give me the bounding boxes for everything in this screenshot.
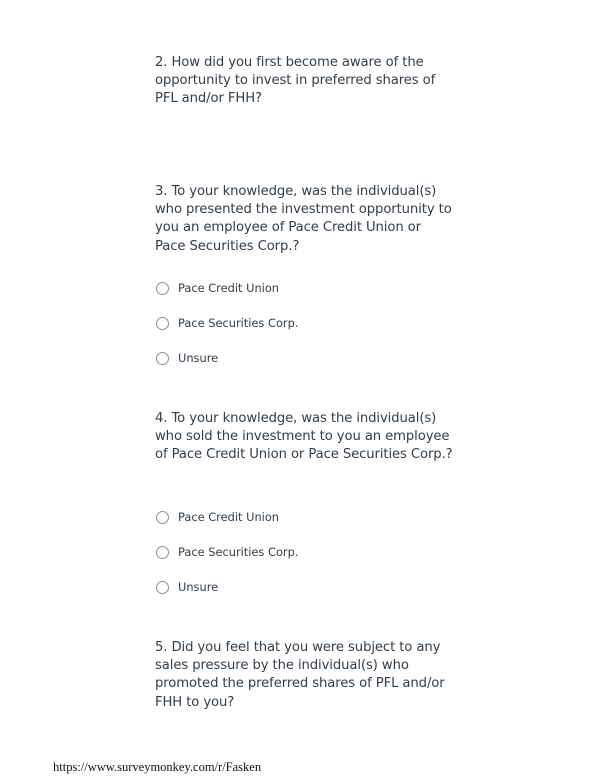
question-4-text: 4. To your knowledge, was the individual(s) who sold the investment to you an employee of Pace Credit Union or Pace Securities Corp.? — [155, 411, 453, 463]
footer-url: https://www.surveymonkey.com/r/Fasken — [53, 760, 262, 774]
radio-button-icon[interactable] — [156, 352, 169, 365]
option-label: Pace Securities Corp. — [178, 545, 299, 559]
option-label: Pace Credit Union — [178, 510, 280, 524]
radio-button-icon[interactable] — [156, 511, 169, 524]
q4-option-unsure[interactable] — [156, 578, 218, 596]
option-label: Unsure — [178, 580, 219, 594]
radio-button-icon[interactable] — [156, 581, 169, 594]
question-5-text: 5. Did you feel that you were subject to any sales pressure by the individual(s) who promoted the preferred shares of PFL and/or FHH to you? — [155, 640, 445, 710]
option-label: Pace Securities Corp. — [178, 316, 299, 330]
q3-option-pace-securities-corp[interactable] — [156, 314, 298, 332]
q3-option-unsure[interactable] — [156, 349, 218, 367]
q4-option-pace-securities-corp[interactable] — [156, 543, 298, 561]
option-label: Pace Credit Union — [178, 281, 280, 295]
question-2-text: 2. How did you first become aware of the opportunity to invest in preferred shares of PFL and/or FHH? — [155, 55, 436, 107]
q3-option-pace-credit-union[interactable] — [156, 279, 279, 297]
q4-option-pace-credit-union[interactable] — [156, 508, 279, 526]
option-label: Unsure — [178, 351, 219, 365]
radio-button-icon[interactable] — [156, 317, 169, 330]
radio-button-icon[interactable] — [156, 282, 169, 295]
radio-button-icon[interactable] — [156, 546, 169, 559]
question-3-text: 3. To your knowledge, was the individual(s) who presented the investment opportunity to you an employee of Pace Credit Union or Pace Securities Corp.? — [155, 184, 452, 254]
